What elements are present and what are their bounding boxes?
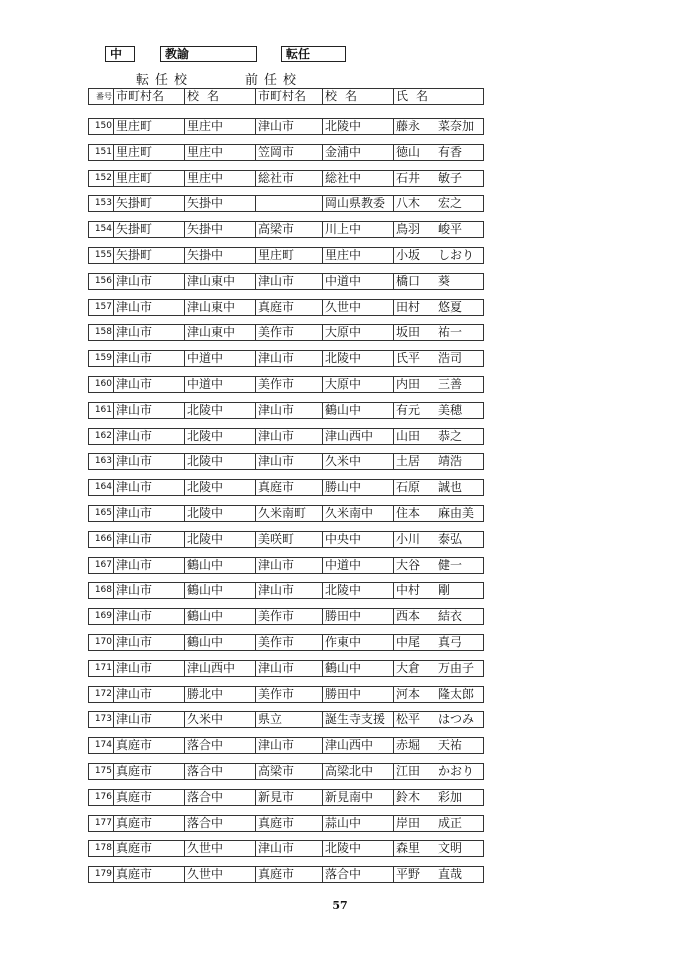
name-cell — [393, 145, 485, 160]
new-school-cell: 北陵中 — [184, 480, 255, 495]
name-cell — [393, 583, 485, 598]
prev-school-cell: 新見南中 — [322, 790, 393, 805]
prev-school-cell: 岡山県教委 — [322, 196, 393, 211]
family-name: 岸田 — [396, 816, 421, 830]
new-city-cell: 真庭市 — [113, 816, 184, 831]
family-name: 赤堀 — [396, 738, 421, 752]
prev-school-cell: 久米南中 — [322, 506, 393, 521]
given-name: 菜奈加 — [438, 119, 475, 133]
family-name: 藤永 — [396, 119, 421, 133]
given-name: 剛 — [438, 583, 451, 597]
table-row — [88, 221, 484, 238]
new-city-cell: 里庄町 — [113, 145, 184, 160]
prev-city-cell: 新見市 — [255, 790, 322, 805]
table-row — [88, 428, 484, 445]
prev-city-cell: 津山市 — [255, 661, 322, 676]
prev-city-cell: 津山市 — [255, 558, 322, 573]
family-name: 内田 — [396, 377, 421, 391]
family-name: 大倉 — [396, 661, 421, 675]
name-cell — [393, 764, 485, 779]
name-cell — [393, 454, 485, 469]
header-level: 中 — [110, 47, 123, 61]
new-school-cell: 北陵中 — [184, 454, 255, 469]
prev-school-cell: 金浦中 — [322, 145, 393, 160]
prev-school-cell: 鶴山中 — [322, 403, 393, 418]
prev-city-cell: 津山市 — [255, 583, 322, 598]
new-city-cell: 真庭市 — [113, 764, 184, 779]
new-city-cell: 真庭市 — [113, 738, 184, 753]
prev-school-cell: 久世中 — [322, 300, 393, 315]
new-school-cell: 矢掛中 — [184, 248, 255, 263]
new-city-cell: 矢掛町 — [113, 196, 184, 211]
given-name: 三善 — [438, 377, 463, 391]
family-name: 土居 — [396, 454, 421, 468]
table-row — [88, 324, 484, 341]
new-school-cell: 津山東中 — [184, 274, 255, 289]
given-name: 峻平 — [438, 222, 463, 236]
family-name: 中村 — [396, 583, 421, 597]
new-school-cell: 鶴山中 — [184, 609, 255, 624]
row-number: 154 — [94, 224, 112, 234]
prev-city-cell: 美作市 — [255, 325, 322, 340]
prev-school-cell: 津山西中 — [322, 738, 393, 753]
new-school-cell: 北陵中 — [184, 403, 255, 418]
name-cell — [393, 300, 485, 315]
given-name: 万由子 — [438, 661, 475, 675]
family-name: 森里 — [396, 841, 421, 855]
given-name: 文明 — [438, 841, 463, 855]
given-name: 有香 — [438, 145, 463, 159]
table-row — [88, 737, 484, 754]
prev-city-cell: 美作市 — [255, 635, 322, 650]
prev-city-cell: 高梁市 — [255, 222, 322, 237]
given-name: 葵 — [438, 274, 451, 288]
row-number: 179 — [94, 869, 112, 879]
new-school-cell: 鶴山中 — [184, 635, 255, 650]
prev-city-cell: 美咲町 — [255, 532, 322, 547]
row-number: 166 — [94, 534, 112, 544]
family-name: 河本 — [396, 687, 421, 701]
new-city-cell: 津山市 — [113, 351, 184, 366]
column-header-new-school: 校名 — [184, 89, 255, 104]
new-city-cell: 津山市 — [113, 429, 184, 444]
family-name: 氏平 — [396, 351, 421, 365]
table-row — [88, 582, 484, 599]
new-school-cell: 里庄中 — [184, 145, 255, 160]
prev-school-cell: 川上中 — [322, 222, 393, 237]
table-row — [88, 118, 484, 135]
row-number: 162 — [94, 431, 112, 441]
table-row — [88, 505, 484, 522]
new-city-cell: 津山市 — [113, 583, 184, 598]
prev-city-cell: 笠岡市 — [255, 145, 322, 160]
new-school-cell: 北陵中 — [184, 506, 255, 521]
table-row — [88, 608, 484, 625]
given-name: 美穂 — [438, 403, 463, 417]
given-name: 健一 — [438, 558, 463, 572]
name-cell — [393, 377, 485, 392]
prev-school-cell: 高梁北中 — [322, 764, 393, 779]
prev-school-cell: 作東中 — [322, 635, 393, 650]
row-number: 170 — [94, 637, 112, 647]
table-row — [88, 557, 484, 574]
family-name: 西本 — [396, 609, 421, 623]
prev-city-cell — [255, 196, 322, 211]
given-name: 敏子 — [438, 171, 463, 185]
new-school-cell: 落合中 — [184, 790, 255, 805]
table-row — [88, 247, 484, 264]
prev-city-cell: 真庭市 — [255, 816, 322, 831]
new-city-cell: 津山市 — [113, 687, 184, 702]
new-city-cell: 津山市 — [113, 300, 184, 315]
header-kind-box — [281, 46, 346, 62]
name-cell — [393, 816, 485, 831]
row-number: 153 — [94, 198, 112, 208]
new-city-cell: 真庭市 — [113, 790, 184, 805]
new-school-cell: 矢掛中 — [184, 222, 255, 237]
family-name: 山田 — [396, 429, 421, 443]
new-school-cell: 里庄中 — [184, 171, 255, 186]
given-name: 祐一 — [438, 325, 463, 339]
family-name: 石原 — [396, 480, 421, 494]
prev-city-cell: 津山市 — [255, 403, 322, 418]
prev-school-cell: 勝田中 — [322, 609, 393, 624]
row-number: 160 — [94, 379, 112, 389]
row-number: 164 — [94, 482, 112, 492]
row-number: 165 — [94, 508, 112, 518]
group-label-previous-school: 前任校 — [245, 73, 303, 88]
given-name: 恭之 — [438, 429, 463, 443]
table-row — [88, 634, 484, 651]
name-cell — [393, 325, 485, 340]
page-number: 57 — [332, 899, 348, 912]
table-row — [88, 170, 484, 187]
name-cell — [393, 635, 485, 650]
new-school-cell: 津山東中 — [184, 325, 255, 340]
new-city-cell: 津山市 — [113, 506, 184, 521]
given-name: 泰弘 — [438, 532, 463, 546]
name-cell — [393, 171, 485, 186]
prev-city-cell: 津山市 — [255, 454, 322, 469]
prev-school-cell: 津山西中 — [322, 429, 393, 444]
new-city-cell: 津山市 — [113, 635, 184, 650]
new-city-cell: 里庄町 — [113, 171, 184, 186]
group-label-new-school: 転任校 — [136, 73, 194, 88]
given-name: はつみ — [438, 712, 475, 726]
row-number: 167 — [94, 560, 112, 570]
prev-school-cell: 勝山中 — [322, 480, 393, 495]
family-name: 小坂 — [396, 248, 421, 262]
header-kind: 転任 — [286, 47, 311, 61]
prev-city-cell: 高梁市 — [255, 764, 322, 779]
family-name: 橋口 — [396, 274, 421, 288]
family-name: 松平 — [396, 712, 421, 726]
name-cell — [393, 609, 485, 624]
given-name: 誠也 — [438, 480, 463, 494]
new-city-cell: 津山市 — [113, 274, 184, 289]
prev-city-cell: 津山市 — [255, 351, 322, 366]
name-cell — [393, 841, 485, 856]
new-city-cell: 矢掛町 — [113, 222, 184, 237]
table-header-row — [88, 88, 484, 105]
table-row — [88, 763, 484, 780]
prev-city-cell: 津山市 — [255, 841, 322, 856]
given-name: 真弓 — [438, 635, 463, 649]
prev-school-cell: 北陵中 — [322, 119, 393, 134]
row-number: 171 — [94, 663, 112, 673]
prev-school-cell: 里庄中 — [322, 248, 393, 263]
prev-city-cell: 美作市 — [255, 687, 322, 702]
prev-school-cell: 北陵中 — [322, 583, 393, 598]
column-header-prev-school: 校名 — [322, 89, 393, 104]
new-school-cell: 北陵中 — [184, 532, 255, 547]
column-header-new-city: 市町村名 — [113, 89, 184, 104]
name-cell — [393, 274, 485, 289]
column-header-prev-city: 市町村名 — [255, 89, 322, 104]
table-row — [88, 660, 484, 677]
prev-school-cell: 大原中 — [322, 325, 393, 340]
new-school-cell: 落合中 — [184, 816, 255, 831]
header-position: 教諭 — [165, 47, 190, 61]
new-school-cell: 里庄中 — [184, 119, 255, 134]
prev-school-cell: 久米中 — [322, 454, 393, 469]
name-cell — [393, 532, 485, 547]
name-cell — [393, 506, 485, 521]
new-city-cell: 津山市 — [113, 480, 184, 495]
new-school-cell: 津山東中 — [184, 300, 255, 315]
new-city-cell: 里庄町 — [113, 119, 184, 134]
prev-city-cell: 真庭市 — [255, 480, 322, 495]
column-header-number: 番号 — [96, 92, 112, 101]
prev-city-cell: 久米南町 — [255, 506, 322, 521]
prev-city-cell: 里庄町 — [255, 248, 322, 263]
prev-school-cell: 大原中 — [322, 377, 393, 392]
new-school-cell: 勝北中 — [184, 687, 255, 702]
table-row — [88, 840, 484, 857]
prev-school-cell: 誕生寺支援 — [322, 712, 393, 727]
family-name: 平野 — [396, 867, 421, 881]
name-cell — [393, 790, 485, 805]
table-row — [88, 195, 484, 212]
table-row — [88, 711, 484, 728]
new-city-cell: 津山市 — [113, 532, 184, 547]
new-city-cell: 津山市 — [113, 609, 184, 624]
row-number: 168 — [94, 585, 112, 595]
prev-city-cell: 真庭市 — [255, 867, 322, 882]
given-name: 麻由美 — [438, 506, 475, 520]
name-cell — [393, 558, 485, 573]
row-number: 163 — [94, 456, 112, 466]
given-name: しおり — [438, 248, 475, 262]
name-cell — [393, 119, 485, 134]
family-name: 有元 — [396, 403, 421, 417]
name-cell — [393, 351, 485, 366]
table-row — [88, 299, 484, 316]
given-name: 彩加 — [438, 790, 463, 804]
table-row — [88, 273, 484, 290]
new-city-cell: 津山市 — [113, 403, 184, 418]
name-cell — [393, 196, 485, 211]
new-city-cell: 真庭市 — [113, 841, 184, 856]
row-number: 178 — [94, 843, 112, 853]
prev-school-cell: 勝田中 — [322, 687, 393, 702]
name-cell — [393, 661, 485, 676]
given-name: 天祐 — [438, 738, 463, 752]
new-school-cell: 落合中 — [184, 738, 255, 753]
row-number: 172 — [94, 689, 112, 699]
new-school-cell: 北陵中 — [184, 429, 255, 444]
new-school-cell: 久米中 — [184, 712, 255, 727]
given-name: 成正 — [438, 816, 463, 830]
row-number: 156 — [94, 276, 112, 286]
name-cell — [393, 480, 485, 495]
header-level-box — [105, 46, 135, 62]
prev-school-cell: 総社中 — [322, 171, 393, 186]
new-city-cell: 矢掛町 — [113, 248, 184, 263]
given-name: 隆太郎 — [438, 687, 475, 701]
prev-city-cell: 総社市 — [255, 171, 322, 186]
new-city-cell: 津山市 — [113, 454, 184, 469]
given-name: 結衣 — [438, 609, 463, 623]
prev-school-cell: 北陵中 — [322, 351, 393, 366]
family-name: 中尾 — [396, 635, 421, 649]
new-city-cell: 津山市 — [113, 377, 184, 392]
new-school-cell: 中道中 — [184, 351, 255, 366]
new-school-cell: 久世中 — [184, 867, 255, 882]
new-school-cell: 鶴山中 — [184, 558, 255, 573]
prev-city-cell: 津山市 — [255, 429, 322, 444]
family-name: 徳山 — [396, 145, 421, 159]
prev-city-cell: 美作市 — [255, 609, 322, 624]
family-name: 田村 — [396, 300, 421, 314]
table-row — [88, 686, 484, 703]
table-row — [88, 531, 484, 548]
column-header-name: 氏名 — [393, 89, 485, 104]
row-number: 155 — [94, 250, 112, 260]
row-number: 161 — [94, 405, 112, 415]
table-row — [88, 789, 484, 806]
table-row — [88, 376, 484, 393]
table-row — [88, 402, 484, 419]
prev-city-cell: 津山市 — [255, 274, 322, 289]
row-number: 150 — [94, 121, 112, 131]
family-name: 住本 — [396, 506, 421, 520]
row-number: 176 — [94, 792, 112, 802]
given-name: 直哉 — [438, 867, 463, 881]
name-cell — [393, 712, 485, 727]
table-row — [88, 453, 484, 470]
new-school-cell: 中道中 — [184, 377, 255, 392]
family-name: 八木 — [396, 196, 421, 210]
name-cell — [393, 403, 485, 418]
new-city-cell: 津山市 — [113, 558, 184, 573]
table-row — [88, 479, 484, 496]
prev-city-cell: 津山市 — [255, 738, 322, 753]
name-cell — [393, 222, 485, 237]
row-number: 173 — [94, 714, 112, 724]
name-cell — [393, 429, 485, 444]
name-cell — [393, 687, 485, 702]
new-school-cell: 矢掛中 — [184, 196, 255, 211]
family-name: 小川 — [396, 532, 421, 546]
row-number: 174 — [94, 740, 112, 750]
prev-school-cell: 落合中 — [322, 867, 393, 882]
row-number: 159 — [94, 353, 112, 363]
header-position-box — [160, 46, 257, 62]
prev-school-cell: 中道中 — [322, 558, 393, 573]
family-name: 坂田 — [396, 325, 421, 339]
new-school-cell: 津山西中 — [184, 661, 255, 676]
name-cell — [393, 248, 485, 263]
prev-city-cell: 県立 — [255, 712, 322, 727]
given-name: 宏之 — [438, 196, 463, 210]
prev-school-cell: 中央中 — [322, 532, 393, 547]
prev-school-cell: 蒜山中 — [322, 816, 393, 831]
new-school-cell: 鶴山中 — [184, 583, 255, 598]
new-city-cell: 津山市 — [113, 325, 184, 340]
family-name: 江田 — [396, 764, 421, 778]
new-city-cell: 真庭市 — [113, 867, 184, 882]
row-number: 152 — [94, 173, 112, 183]
prev-city-cell: 津山市 — [255, 119, 322, 134]
family-name: 石井 — [396, 171, 421, 185]
name-cell — [393, 867, 485, 882]
row-number: 158 — [94, 327, 112, 337]
given-name: かおり — [438, 764, 475, 778]
row-number: 175 — [94, 766, 112, 776]
row-number: 151 — [94, 147, 112, 157]
table-row — [88, 350, 484, 367]
prev-school-cell: 北陵中 — [322, 841, 393, 856]
new-school-cell: 落合中 — [184, 764, 255, 779]
table-row — [88, 815, 484, 832]
given-name: 靖浩 — [438, 454, 463, 468]
prev-city-cell: 美作市 — [255, 377, 322, 392]
row-number: 169 — [94, 611, 112, 621]
family-name: 鳥羽 — [396, 222, 421, 236]
row-number: 157 — [94, 302, 112, 312]
new-school-cell: 久世中 — [184, 841, 255, 856]
prev-school-cell: 中道中 — [322, 274, 393, 289]
given-name: 悠夏 — [438, 300, 463, 314]
prev-city-cell: 真庭市 — [255, 300, 322, 315]
table-row — [88, 144, 484, 161]
prev-school-cell: 鶴山中 — [322, 661, 393, 676]
new-city-cell: 津山市 — [113, 712, 184, 727]
family-name: 大谷 — [396, 558, 421, 572]
row-number: 177 — [94, 818, 112, 828]
new-city-cell: 津山市 — [113, 661, 184, 676]
family-name: 鈴木 — [396, 790, 421, 804]
name-cell — [393, 738, 485, 753]
table-row — [88, 866, 484, 883]
given-name: 浩司 — [438, 351, 463, 365]
